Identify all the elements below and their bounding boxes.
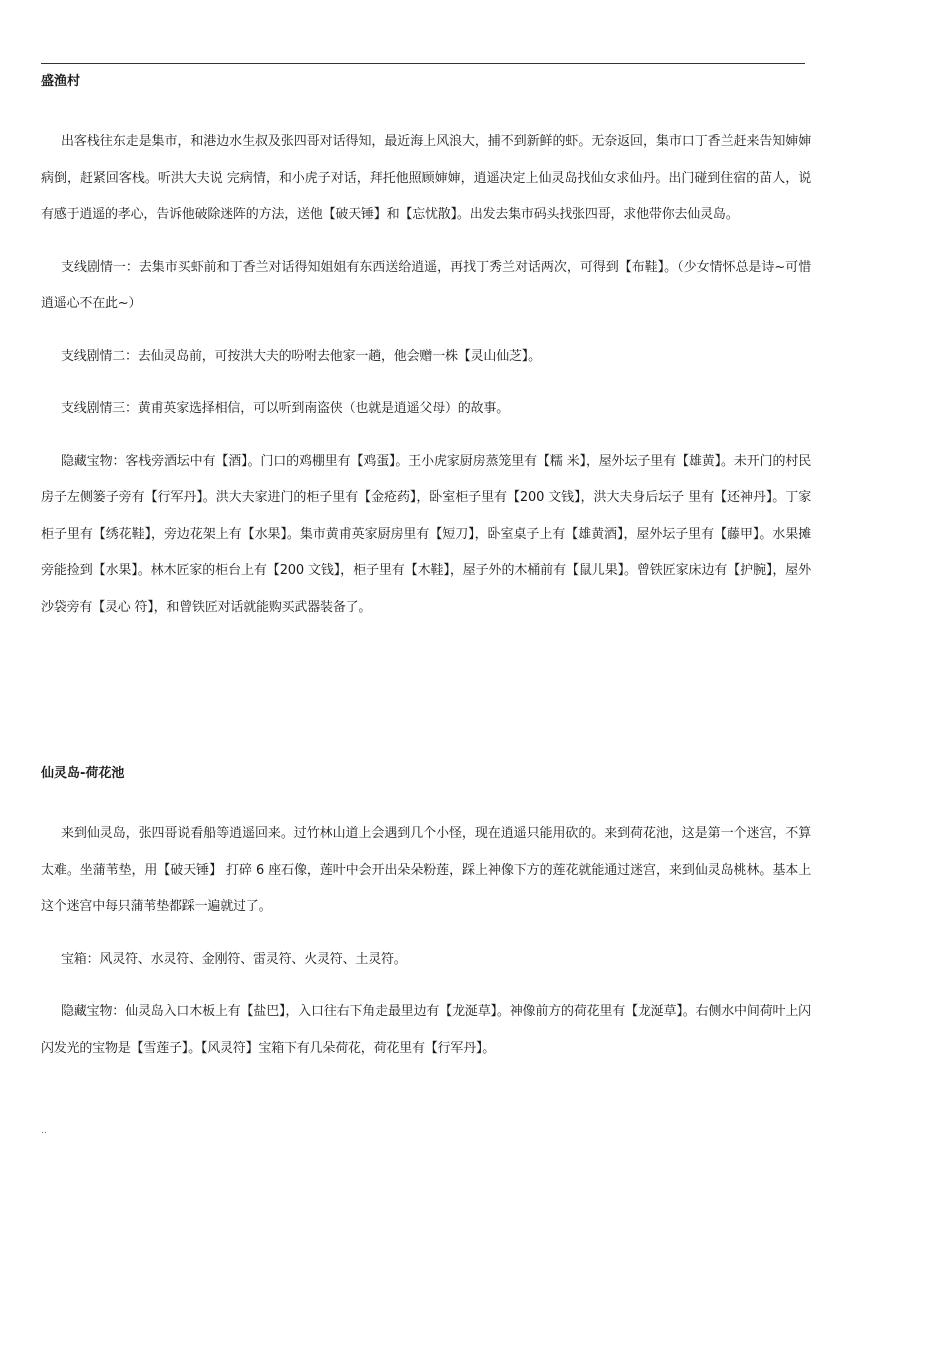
footer-mark: .. (41, 1126, 47, 1136)
section-shengyu-village (41, 73, 811, 626)
paragraph: 隐藏宝物：客栈旁酒坛中有【酒】。门口的鸡棚里有【鸡蛋】。王小虎家厨房蒸笼里有【糯 米】，屋外坛子里有【雄黄】。未开门的村民房子左侧篓子旁有【行军丹】。洪大夫家进门的柜子里有【金疮药】，卧室柜子里有【200 文钱】，洪大夫身后坛子 里有【还神丹】。丁家柜子里有【绣花鞋】，旁边花架上有【水果】。集市黄甫英家厨房里有【短刀】，卧室桌子上有【雄黄酒】，屋外坛子里有【藤甲】。水果摊 旁能捡到【水果】。林木匠家的柜台上有【200 文钱】，柜子里有【木鞋】，屋子外的木桶前有【鼠儿果】。曾铁匠家床边有【护腕】，屋外沙袋旁有【灵心 符】，和曾铁匠对话就能购买武器装备了。 (41, 453, 811, 615)
top-horizontal-rule (41, 63, 805, 64)
paragraph: 支线剧情二：去仙灵岛前，可按洪大夫的吩咐去他家一趟，他会赠一株【灵山仙芝】。 (61, 348, 541, 364)
paragraph: 宝箱：风灵符、水灵符、金刚符、雷灵符、火灵符、土灵符。 (61, 951, 407, 967)
paragraph: 隐藏宝物：仙灵岛入口木板上有【盐巴】，入口往右下角走最里边有【龙涎草】。神像前方的荷花里有【龙涎草】。右侧水中间荷叶上闪闪发光的宝物是【雪莲子】。【风灵符】宝箱下有几朵荷花，荷花里有【行军丹】。 (41, 1004, 811, 1056)
paragraph: 支线剧情三：黄甫英家选择相信，可以听到南盗侠（也就是逍遥父母）的故事。 (61, 401, 510, 416)
section-heading: 盛渔村 (41, 74, 81, 89)
section-heading: 仙灵岛-荷花池 (41, 766, 125, 781)
paragraph: 来到仙灵岛，张四哥说看船等逍遥回来。过竹林山道上会遇到几个小怪，现在逍遥只能用砍的。来到荷花池，这是第一个迷宫，不算太难。坐蒲苇垫，用【破天锤】 打碎 6 座石像，莲叶中会开出朵朵粉莲，踩上神像下方的莲花就能通过迷宫，来到仙灵岛桃林。基本上这个迷宫中每只蒲苇垫都踩一遍就过了。 (41, 826, 811, 914)
paragraph: 支线剧情一：去集市买虾前和丁香兰对话得知姐姐有东西送给逍遥，再找丁秀兰对话两次，可得到【布鞋】。（少女情怀总是诗~可惜逍遥心不在此~） (41, 259, 811, 311)
paragraph: 出客栈往东走是集市，和港边水生叔及张四哥对话得知，最近海上风浪大，捕不到新鲜的虾。无奈返回，集市口丁香兰赶来告知婶婶病倒，赶紧回客栈。听洪大夫说 完病情，和小虎子对话，拜托他照顾婶婶，逍遥决定上仙灵岛找仙女求仙丹。出门碰到住宿的苗人，说有感于逍遥的孝心，告诉他破除迷阵的方法，送他【破天锤】和【忘忧散】。出发去集市码头找张四哥，求他带你去仙灵岛。 (41, 134, 811, 222)
section-xianling-island-lotus-pond (41, 765, 811, 1067)
